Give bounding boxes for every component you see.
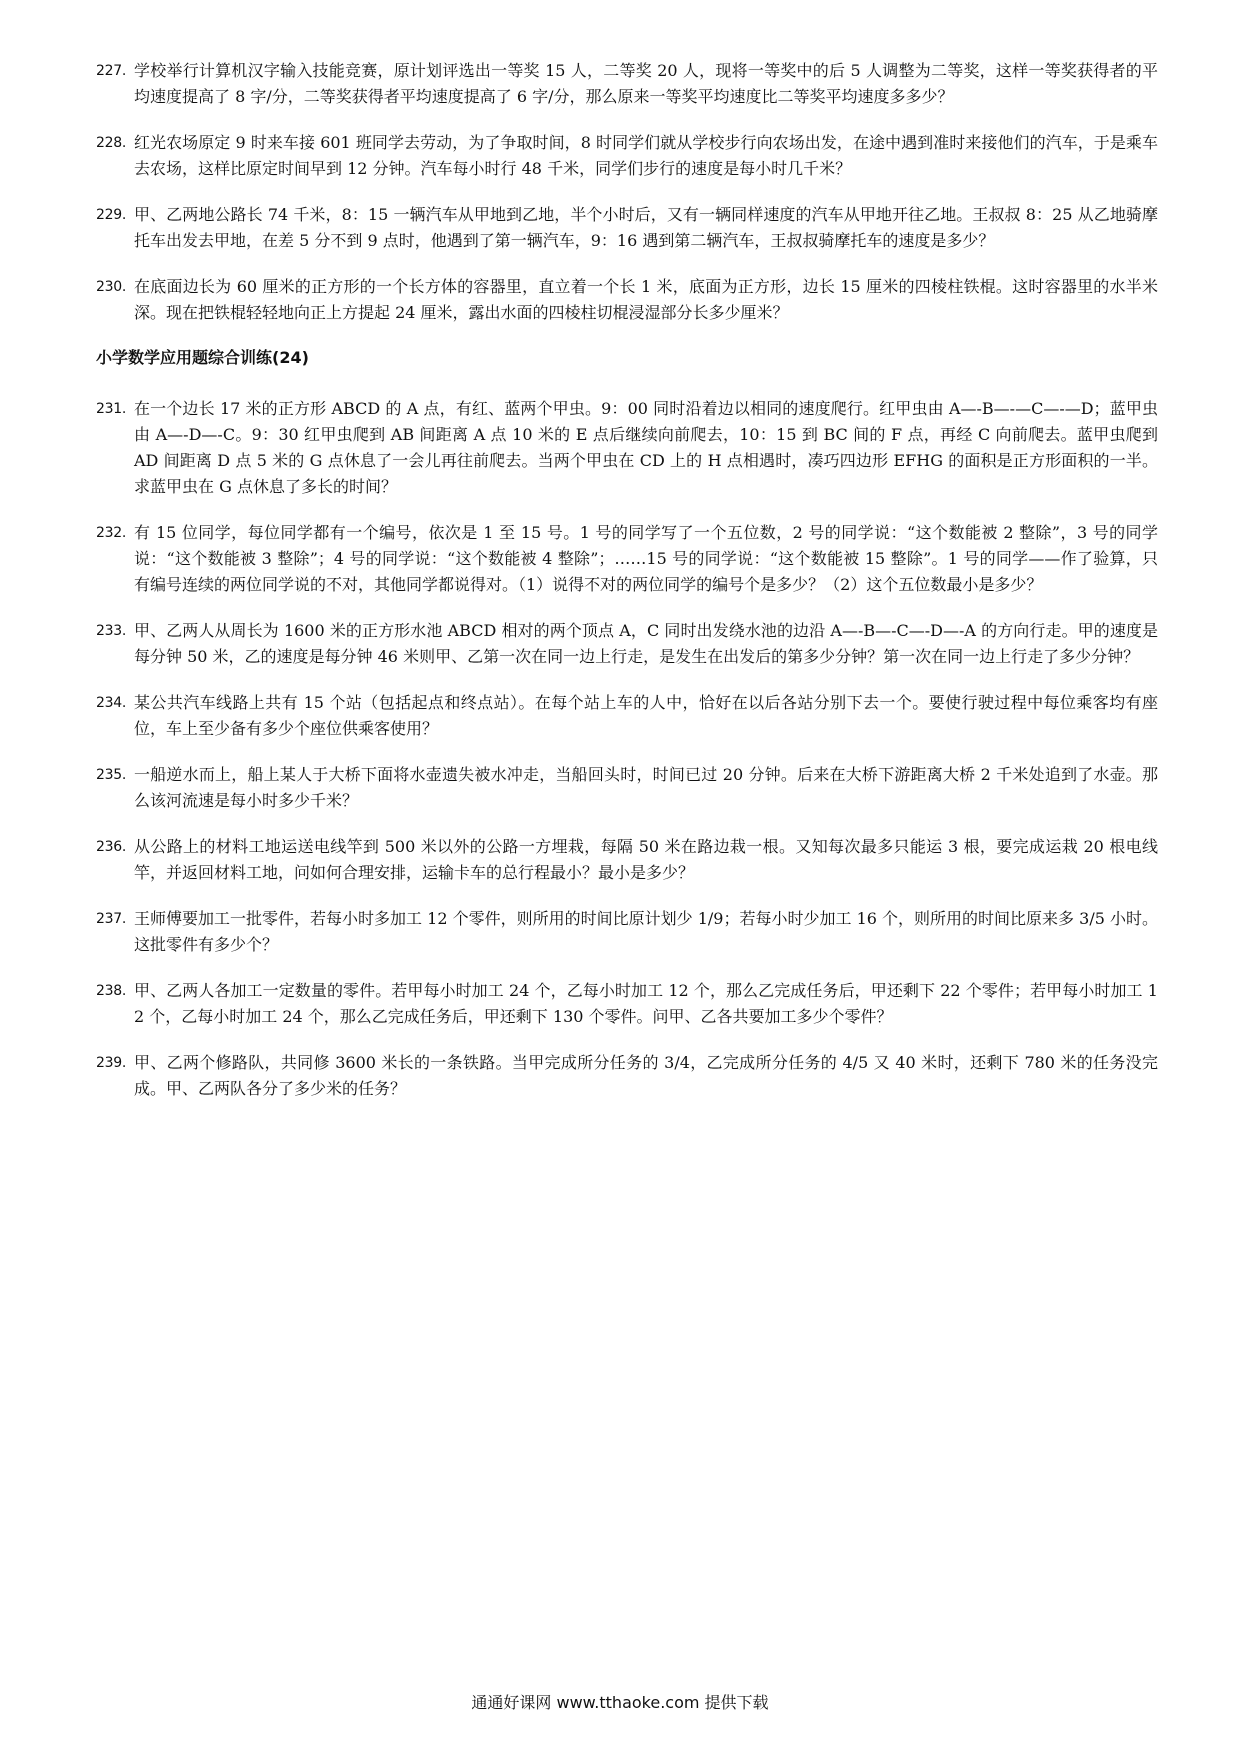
problem-number: 239. (96, 1055, 126, 1071)
problem-text: 学校举行计算机汉字输入技能竞赛，原计划评选出一等奖 15 人，二等奖 20 人，现将一等奖中的后 5 人调整为二等奖，这样一等奖获得者的平均速度提高了 8 字/分，二等奖获得者平均速度提高了 6 字/分，那么原来一等奖平均速度比二等奖平均速度多多少？ (134, 61, 1158, 106)
problem-item (96, 58, 1158, 110)
problem-text: 红光农场原定 9 时来车接 601 班同学去劳动，为了争取时间，8 时同学们就从学校步行向农场出发，在途中遇到准时来接他们的汽车，于是乘车去农场，这样比原定时间早到 12 分钟。汽车每小时行 48 千米，同学们步行的速度是每小时几千米？ (134, 133, 1158, 178)
problem-item (96, 978, 1158, 1030)
problem-number: 235. (96, 767, 126, 783)
problem-text: 一船逆水而上，船上某人于大桥下面将水壶遗失被水冲走，当船回头时，时间已过 20 分钟。后来在大桥下游距离大桥 2 千米处追到了水壶。那么该河流速是每小时多少千米？ (134, 765, 1158, 810)
problem-item (96, 130, 1158, 182)
problem-text: 甲、乙两人各加工一定数量的零件。若甲每小时加工 24 个，乙每小时加工 12 个，那么乙完成任务后，甲还剩下 22 个零件；若甲每小时加工 12 个，乙每小时加工 24 个，那么乙完成任务后，甲还剩下 130 个零件。问甲、乙各共要加工多少个零件？ (134, 981, 1158, 1026)
section-title: 小学数学应用题综合训练(24) (96, 348, 309, 367)
problem-list-before (96, 58, 1158, 326)
problem-item (96, 618, 1158, 670)
problem-text: 在一个边长 17 米的正方形 ABCD 的 A 点，有红、蓝两个甲虫。9：00 同时沿着边以相同的速度爬行。红甲虫由 A—-B—-—C—-—D；蓝甲虫由 A—-D—-C。9：30 红甲虫爬到 AB 间距离 A 点 10 米的 E 点后继续向前爬去，10：15 到 BC 间的 F 点，再经 C 向前爬去。蓝甲虫爬到 AD 间距离 D 点 5 米的 G 点休息了一会儿再往前爬去。当两个甲虫在 CD 上的 H 点相遇时，凑巧四边形 EFHG 的面积是正方形面积的一半。求蓝甲虫在 G 点休息了多长的时间？ (134, 399, 1158, 496)
problem-number: 237. (96, 911, 126, 927)
problem-number: 228. (96, 135, 126, 151)
problem-number: 229. (96, 207, 126, 223)
problem-number: 227. (96, 63, 126, 79)
problem-item (96, 520, 1158, 598)
problem-text: 甲、乙两人从周长为 1600 米的正方形水池 ABCD 相对的两个顶点 A，C 同时出发绕水池的边沿 A—-B—-C—-D—-A 的方向行走。甲的速度是每分钟 50 米，乙的速度是每分钟 46 米则甲、乙第一次在同一边上行走，是发生在出发后的第多少分钟？第一次在同一边上行走了多少分钟？ (134, 621, 1158, 666)
problem-number: 233. (96, 623, 126, 639)
problem-text: 在底面边长为 60 厘米的正方形的一个长方体的容器里，直立着一个长 1 米，底面为正方形，边长 15 厘米的四棱柱铁棍。这时容器里的水半米深。现在把铁棍轻轻地向正上方提起 24 厘米，露出水面的四棱柱切棍浸湿部分长多少厘米？ (134, 277, 1158, 322)
document-content (96, 58, 1158, 1122)
problem-number: 238. (96, 983, 126, 999)
problem-item (96, 274, 1158, 326)
problem-item (96, 1050, 1158, 1102)
problem-number: 232. (96, 525, 126, 541)
problem-item (96, 396, 1158, 500)
problem-text: 王师傅要加工一批零件，若每小时多加工 12 个零件，则所用的时间比原计划少 1/9；若每小时少加工 16 个，则所用的时间比原来多 3/5 小时。这批零件有多少个？ (134, 909, 1158, 954)
problem-text: 有 15 位同学，每位同学都有一个编号，依次是 1 至 15 号。1 号的同学写了一个五位数，2 号的同学说：“这个数能被 2 整除”，3 号的同学说：“这个数能被 3 整除”；4 号的同学说：“这个数能被 4 整除”；……15 号的同学说：“这个数能被 15 整除”。1 号的同学——作了验算，只有编号连续的两位同学说的不对，其他同学都说得对。（1）说得不对的两位同学的编号个是多少？（2）这个五位数最小是多少？ (134, 523, 1158, 594)
page-footer: 通通好课网 www.tthaoke.com 提供下载 (471, 1693, 769, 1712)
problem-item (96, 906, 1158, 958)
problem-item (96, 762, 1158, 814)
problem-item (96, 202, 1158, 254)
problem-item (96, 834, 1158, 886)
problem-text: 从公路上的材料工地运送电线竿到 500 米以外的公路一方埋栽，每隔 50 米在路边栽一根。又知每次最多只能运 3 根，要完成运栽 20 根电线竿，并返回材料工地，问如何合理安排，运输卡车的总行程最小？最小是多少？ (134, 837, 1158, 882)
problem-text: 某公共汽车线路上共有 15 个站（包括起点和终点站）。在每个站上车的人中，恰好在以后各站分别下去一个。要使行驶过程中每位乘客均有座位，车上至少备有多少个座位供乘客使用？ (134, 693, 1158, 738)
problem-list-after (96, 396, 1158, 1102)
problem-number: 231. (96, 401, 126, 417)
problem-number: 230. (96, 279, 126, 295)
problem-text: 甲、乙两个修路队，共同修 3600 米长的一条铁路。当甲完成所分任务的 3/4，乙完成所分任务的 4/5 又 40 米时，还剩下 780 米的任务没完成。甲、乙两队各分了多少米的任务？ (134, 1053, 1158, 1098)
problem-item (96, 690, 1158, 742)
problem-number: 234. (96, 695, 126, 711)
problem-number: 236. (96, 839, 126, 855)
problem-text: 甲、乙两地公路长 74 千米，8：15 一辆汽车从甲地到乙地，半个小时后，又有一辆同样速度的汽车从甲地开往乙地。王叔叔 8：25 从乙地骑摩托车出发去甲地，在差 5 分不到 9 点时，他遇到了第一辆汽车，9：16 遇到第二辆汽车，王叔叔骑摩托车的速度是多少？ (134, 205, 1158, 250)
